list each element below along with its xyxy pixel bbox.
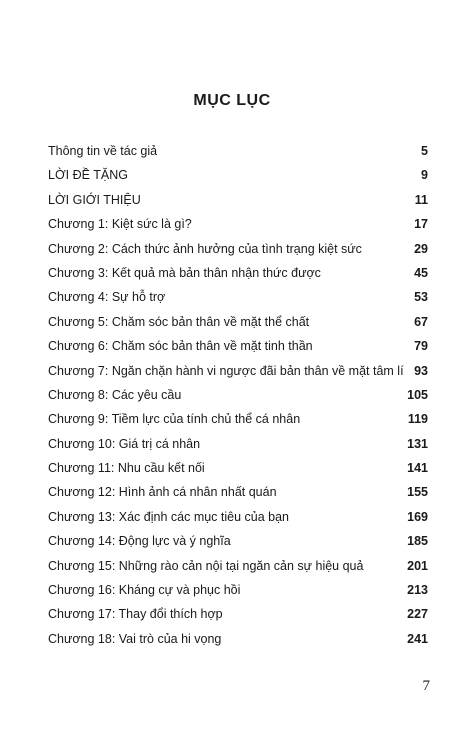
toc-entry (48, 239, 428, 263)
toc-entry (48, 458, 428, 482)
toc-entry-page: 67 (414, 314, 428, 329)
toc-entry (48, 482, 428, 506)
toc-entry-title: Chương 11: Nhu cầu kết nối (48, 461, 205, 476)
toc-entry-title: Chương 16: Kháng cự và phục hồi (48, 583, 241, 598)
toc-entry-page: 169 (407, 509, 428, 524)
toc-entry-page: 141 (407, 461, 428, 476)
toc-entry-title: Chương 6: Chăm sóc bản thân về mặt tinh thần (48, 339, 313, 354)
toc-entry (48, 287, 428, 311)
toc-entry-title: Chương 1: Kiệt sức là gì? (48, 217, 192, 232)
toc-entry (48, 507, 428, 531)
toc-entry-page: 155 (407, 485, 428, 500)
toc-entry (48, 312, 428, 336)
toc-entry (48, 165, 428, 189)
toc-entry-page: 9 (421, 168, 428, 183)
toc-entry-title: Chương 7: Ngăn chặn hành vi ngược đãi bản thân về mặt tâm lí (48, 363, 404, 378)
toc-entry-page: 17 (414, 217, 428, 232)
toc-entry (48, 409, 428, 433)
toc-entry-page: 201 (407, 558, 428, 573)
page-title: MỤC LỤC (193, 92, 271, 109)
toc-entry-title: Chương 4: Sự hỗ trợ (48, 290, 166, 305)
toc-entry-title: Chương 15: Những rào cản nội tại ngăn cản sự hiệu quả (48, 558, 364, 573)
toc-entry-title: Chương 8: Các yêu cầu (48, 387, 182, 402)
toc-entry (48, 580, 428, 604)
toc-entry (48, 361, 428, 385)
toc-entry (48, 604, 428, 628)
toc-entry-page: 79 (414, 339, 428, 354)
toc-entry-title: Chương 3: Kết quả mà bản thân nhận thức được (48, 265, 321, 280)
toc-entry (48, 336, 428, 360)
toc-entry-page: 5 (421, 144, 428, 158)
toc-entry-title: LỜI ĐỀ TẶNG (48, 168, 128, 183)
toc-entry (48, 556, 428, 580)
toc-entry (48, 629, 428, 653)
toc-entry (48, 263, 428, 287)
toc-entry-page: 53 (414, 290, 428, 305)
toc-entry (48, 141, 428, 165)
page-number: 7 (422, 678, 430, 694)
toc-entry (48, 214, 428, 238)
toc-entry-page: 29 (414, 241, 428, 256)
toc-entry (48, 434, 428, 458)
toc-entry-page: 45 (414, 265, 428, 280)
toc-entry-page: 131 (407, 436, 428, 451)
toc-entry-page: 119 (407, 412, 428, 427)
toc-entry-title: Chương 5: Chăm sóc bản thân về mặt thể chất (48, 314, 310, 329)
toc-entry-page: 227 (407, 607, 428, 622)
toc-entry (48, 385, 428, 409)
toc-entry (48, 190, 428, 214)
toc-entry-title: Chương 10: Giá trị cá nhân (48, 436, 201, 451)
toc-entry-title: LỜI GIỚI THIỆU (48, 192, 141, 207)
toc-entry-title: Chương 17: Thay đổi thích hợp (48, 607, 223, 622)
toc-entry-page: 185 (407, 534, 428, 549)
toc-entry-page: 93 (414, 363, 428, 378)
toc-entry-title: Chương 9: Tiềm lực của tính chủ thể cá nhân (48, 412, 301, 427)
toc-entry-page: 11 (414, 192, 428, 207)
toc-entry-page: 105 (407, 387, 428, 402)
toc-entry-title: Chương 2: Cách thức ảnh hưởng của tình trạng kiệt sức (48, 241, 362, 256)
toc-entry-title: Thông tin về tác giả (48, 144, 158, 158)
toc-entry-title: Chương 13: Xác định các mục tiêu của bạn (48, 509, 290, 524)
toc-entry-page: 213 (407, 583, 428, 598)
toc-entry-title: Chương 18: Vai trò của hi vọng (48, 631, 222, 646)
toc-entry-title: Chương 14: Động lực và ý nghĩa (48, 534, 231, 549)
toc-entry (48, 531, 428, 555)
toc-entry-page: 241 (407, 631, 428, 646)
toc-entry-title: Chương 12: Hình ảnh cá nhân nhất quán (48, 485, 277, 500)
table-of-contents (48, 141, 428, 653)
